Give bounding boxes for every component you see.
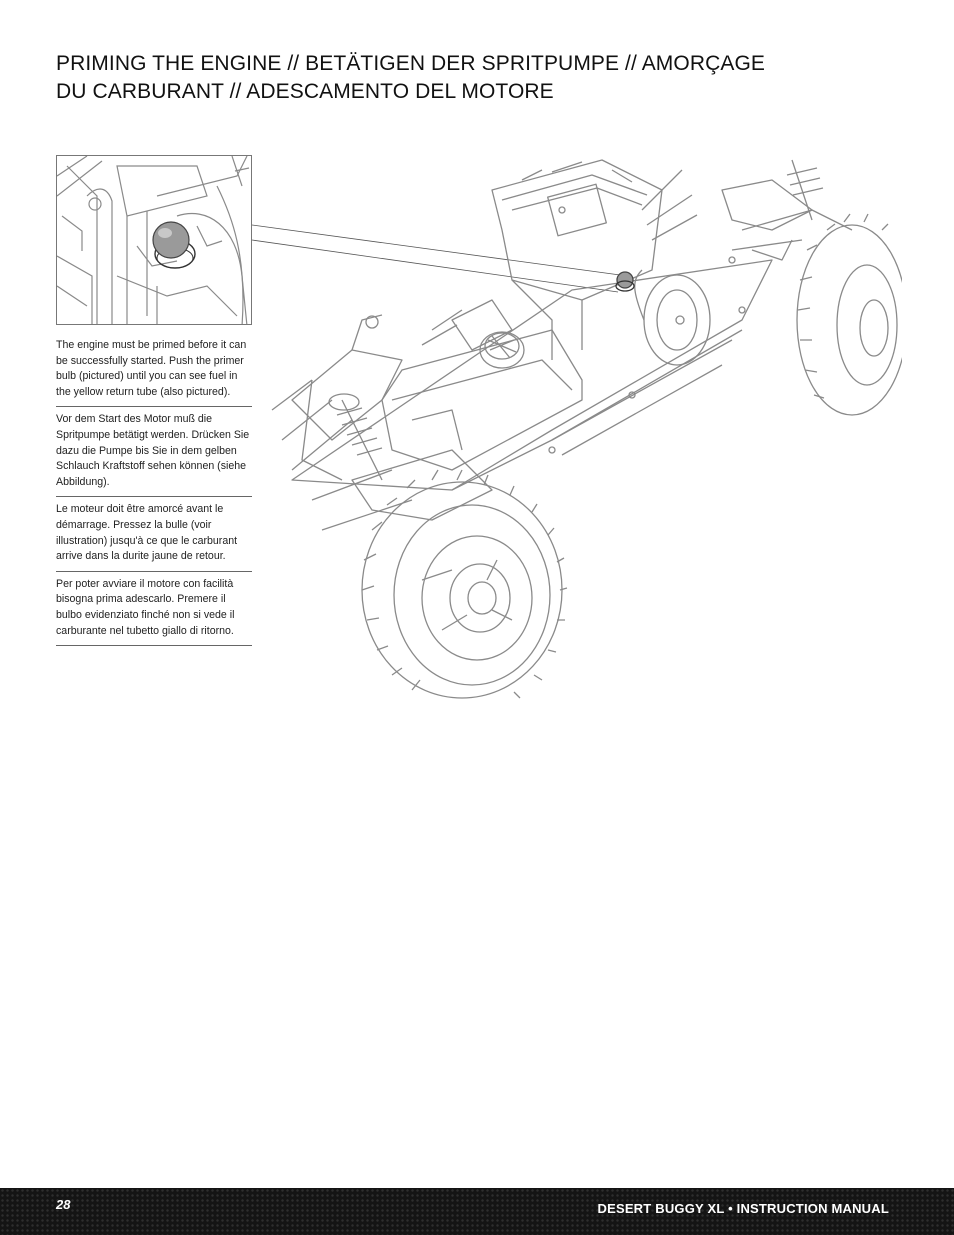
paragraph-italian: Per poter avviare il motore con facilità bisogna prima adescarlo. Premere il bulbo evidenziato finché non si vede il carburante nel tubetto giallo di ritorno. [56,574,252,646]
manual-title: DESERT BUGGY XL • INSTRUCTION MANUAL [597,1201,889,1216]
primer-bulb-marker [616,272,634,291]
page-title-line-2: DU CARBURANT // ADESCAMENTO DEL MOTORE [56,80,554,103]
instruction-text [56,338,252,648]
paragraph-french: Le moteur doit être amorcé avant le démarrage. Pressez la bulle (voir illustration) jusqu'à ce que le carburant arrive dans la durite jaune de retour. [56,499,252,571]
paragraph-german: Vor dem Start des Motor muß die Spritpumpe betätigt werden. Drücken Sie dazu die Pumpe bis Sie in dem gelben Schlauch Kraftstoff sehen können (siehe Abbildung). [56,409,252,497]
buggy-illustration [252,150,902,700]
page-number: 28 [56,1197,71,1212]
page-footer [0,1188,954,1235]
page-title-line-1: PRIMING THE ENGINE // BETÄTIGEN DER SPRITPUMPE // AMORÇAGE [56,52,766,75]
chassis-plate [292,260,772,490]
rear-wheel [797,214,902,415]
air-filter [644,275,710,365]
paragraph-english: The engine must be primed before it can be successfully started. Push the primer bulb (pictured) until you can see fuel in the yellow return tube (also pictured). [56,338,252,407]
